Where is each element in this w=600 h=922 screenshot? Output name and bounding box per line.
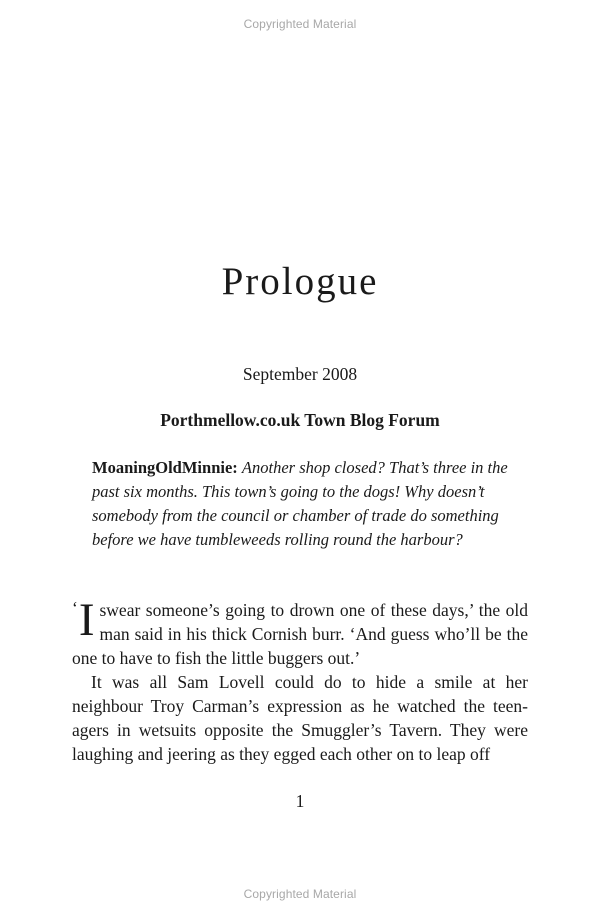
paragraph-2: It was all Sam Lovell could do to hide a smile at her neighbour Troy Carman’s expression as he watched the teenagers in wetsuits opposite the Smuggler’s Tavern. They were laughing and jeering as they egged each other on to leap off bbox=[72, 672, 528, 764]
paragraph-1-text: swear someone’s going to drown one of these days,’ the old man said in his thick Cornish burr. ‘And guess who’ll be the one to have to fish the little buggers out.’ bbox=[72, 600, 528, 668]
paragraph-1 bbox=[72, 594, 528, 670]
forum-post bbox=[92, 456, 510, 552]
body-text bbox=[72, 594, 528, 766]
drop-cap-letter: I bbox=[78, 594, 95, 646]
chapter-date: September 2008 bbox=[242, 364, 358, 384]
drop-cap bbox=[72, 594, 95, 646]
forum-post-author: MoaningOldMinnie: bbox=[92, 458, 238, 477]
chapter-title: Prologue bbox=[221, 260, 379, 303]
forum-post-message: Another shop closed? That’s three in the past six months. This town’s going to the dogs! Why doesn’t somebody from the council or chamber of trade do something before we have tumbleweeds rolling round the harbour? bbox=[92, 458, 508, 549]
page-number: 1 bbox=[295, 791, 305, 811]
forum-title: Porthmellow.co.uk Town Blog Forum bbox=[160, 410, 440, 430]
drop-cap-quote: ‘ bbox=[72, 598, 78, 618]
copyright-watermark-top: Copyrighted Material bbox=[243, 17, 357, 31]
copyright-watermark-bottom: Copyrighted Material bbox=[243, 887, 357, 901]
